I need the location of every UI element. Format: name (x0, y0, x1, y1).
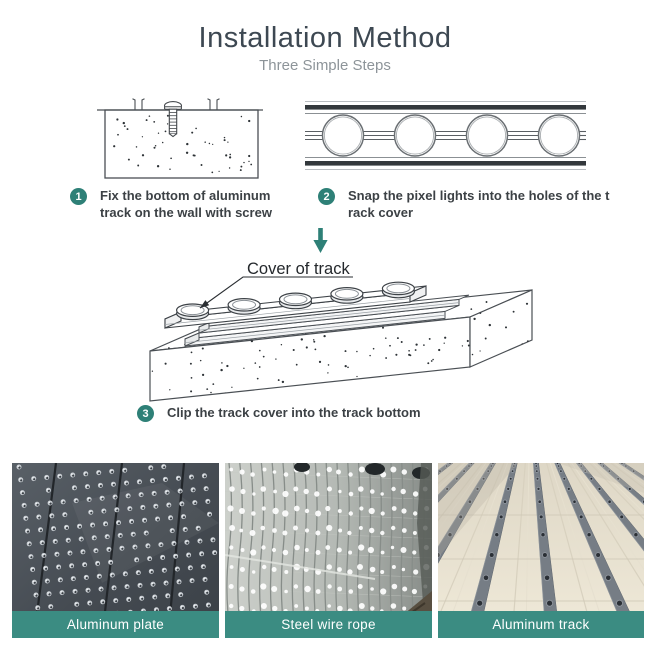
step-2-text-line1: Snap the pixel lights into the holes of the t (348, 188, 610, 203)
photo-label-aluminum-track: Aluminum track (438, 611, 644, 638)
photo-steel-wire-rope (225, 463, 432, 638)
step-2 (318, 187, 609, 221)
photo-aluminum-plate (12, 463, 219, 638)
step-2-text-line2: rack cover (348, 205, 414, 220)
step-1-text-line2: track on the wall with screw (100, 205, 272, 220)
photo-aluminum-track (438, 463, 644, 638)
step-3-text: Clip the track cover into the track bottom (167, 405, 421, 420)
wall-cross-section (97, 110, 263, 178)
step-1-text-line1: Fix the bottom of aluminum (100, 188, 271, 203)
wall-mount-diagram (85, 92, 270, 182)
cover-of-track-label: Cover of track (247, 260, 350, 278)
page-title: Installation Method (198, 22, 452, 54)
photo-label-aluminum-plate: Aluminum plate (12, 611, 219, 638)
step-1-badge: 1 (70, 188, 87, 205)
step-1 (70, 187, 272, 221)
step-3-badge: 3 (137, 405, 154, 422)
assembly-diagram (95, 256, 555, 406)
page-subtitle: Three Simple Steps (259, 57, 391, 74)
photo-label-steel-wire-rope: Steel wire rope (225, 611, 432, 638)
step-3 (137, 404, 421, 422)
step-2-badge: 2 (318, 188, 335, 205)
down-arrow-icon (313, 228, 328, 253)
pixel-track-diagram (303, 99, 588, 173)
